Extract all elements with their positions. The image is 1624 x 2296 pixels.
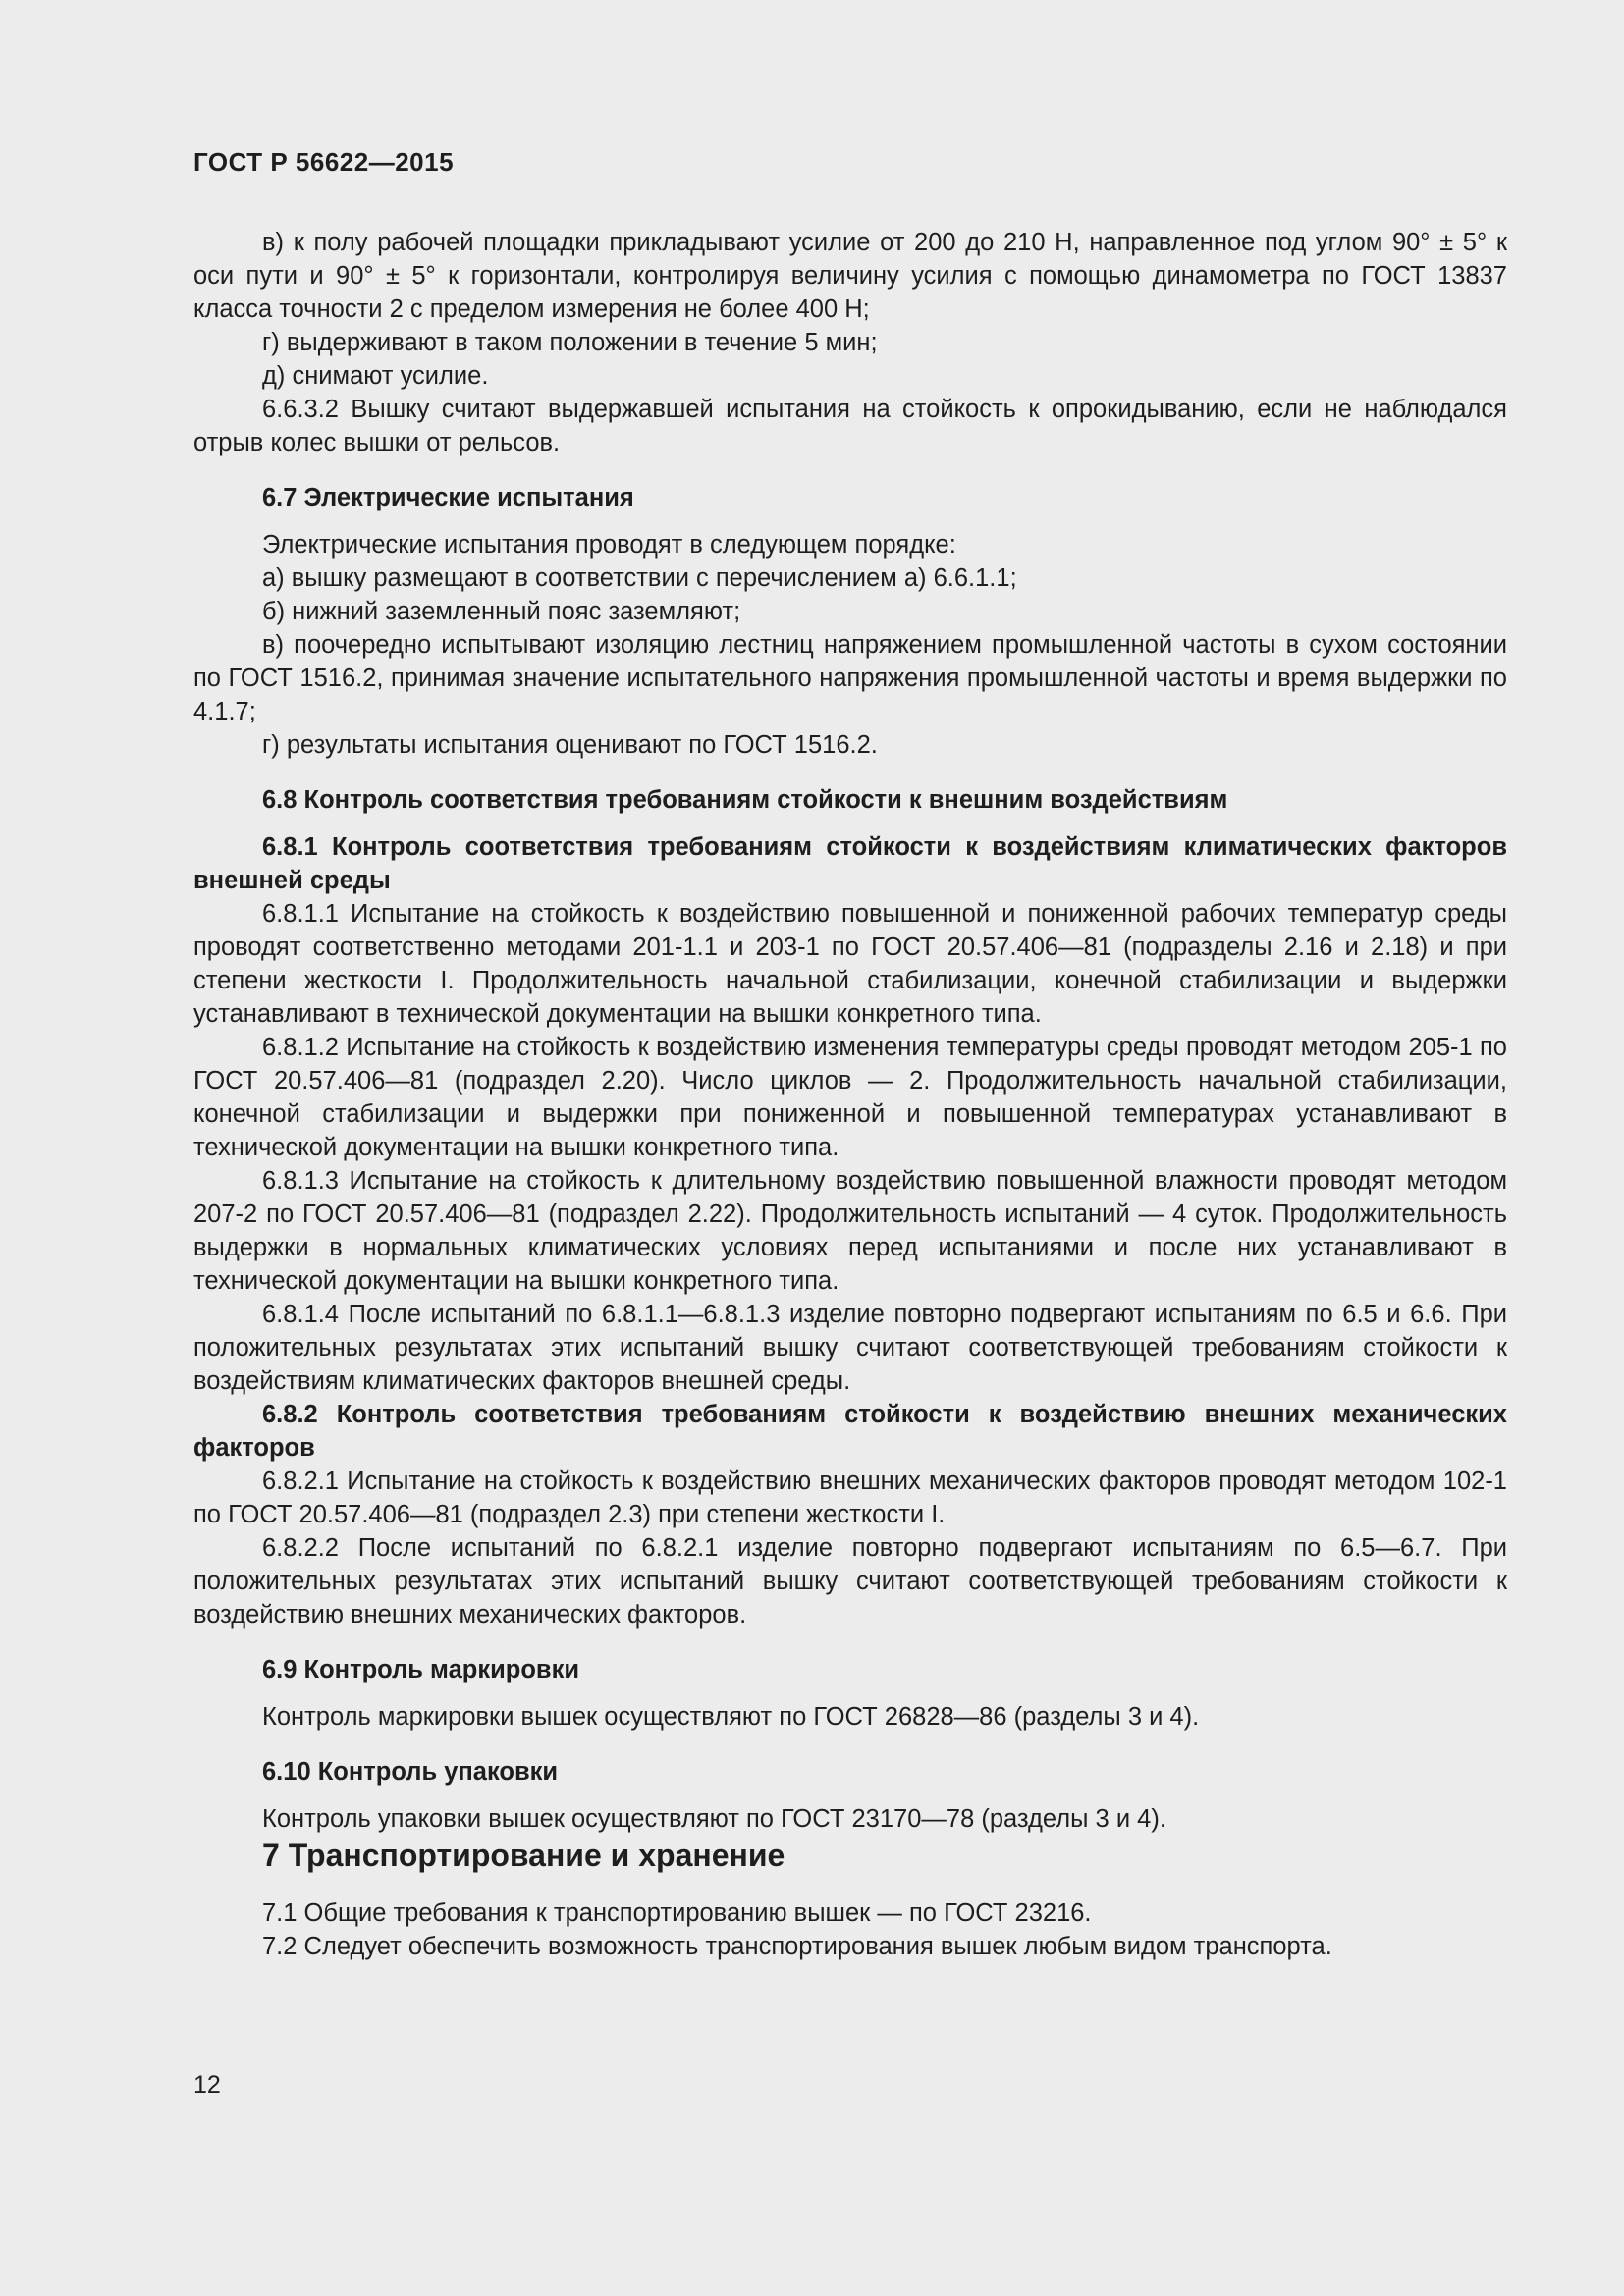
paragraph: 7.2 Следует обеспечить возможность транспортирования вышек любым видом транспорта. xyxy=(262,1933,1332,1960)
subsection-heading-6-8-1: 6.8.1 Контроль соответствия требованиям стойкости к воздействиям климатических факторов внешней среды xyxy=(193,833,1507,894)
section-heading-6-8: 6.8 Контроль соответствия требованиям стойкости к внешним воздействиям xyxy=(262,786,1228,814)
paragraph: 6.6.3.2 Вышку считают выдержавшей испытания на стойкость к опрокидыванию, если не наблюдался отрыв колес вышки от рельсов. xyxy=(193,396,1507,456)
paragraph: д) снимают усилие. xyxy=(262,362,489,390)
section-heading-6-10: 6.10 Контроль упаковки xyxy=(262,1758,559,1786)
page-number: 12 xyxy=(193,2071,221,2099)
document-header: ГОСТ Р 56622—2015 xyxy=(193,147,455,177)
paragraph: 6.8.2.2 После испытаний по 6.8.2.1 изделие повторно подвергают испытаниям по 6.5—6.7. При положительных результатах этих испытаний вышку считают соответствующей требованиям стойкости к воздействию внешних механических факторов. xyxy=(193,1534,1507,1629)
paragraph: Контроль упаковки вышек осуществляют по ГОСТ 23170—78 (разделы 3 и 4). xyxy=(262,1805,1166,1833)
paragraph: б) нижний заземленный пояс заземляют; xyxy=(262,598,741,625)
section-heading-6-7: 6.7 Электрические испытания xyxy=(262,484,634,511)
paragraph: Контроль маркировки вышек осуществляют по ГОСТ 26828—86 (разделы 3 и 4). xyxy=(262,1703,1200,1731)
paragraph: 7.1 Общие требования к транспортированию вышек — по ГОСТ 23216. xyxy=(262,1899,1092,1927)
paragraph: 6.8.1.3 Испытание на стойкость к длительному воздействию повышенной влажности проводят методом 207-2 по ГОСТ 20.57.406—81 (подраздел 2.22). Продолжительность испытаний — 4 суток. Продолжительность выдержки в нормальных климатических условиях перед испытаниями и после них устанавливают в технической документации на вышки конкретного типа. xyxy=(193,1167,1507,1295)
paragraph: 6.8.2.1 Испытание на стойкость к воздействию внешних механических факторов проводят методом 102-1 по ГОСТ 20.57.406—81 (подраздел 2.3) при степени жесткости I. xyxy=(193,1468,1507,1528)
paragraph: в) поочередно испытывают изоляцию лестниц напряжением промышленной частоты в сухом состоянии по ГОСТ 1516.2, принимая значение испытательного напряжения промышленной частоты и время выдержки по 4.1.7; xyxy=(193,631,1507,725)
subsection-heading-6-8-2: 6.8.2 Контроль соответствия требованиям стойкости к воздействию внешних механических факторов xyxy=(193,1401,1507,1462)
paragraph: а) вышку размещают в соответствии с перечислением а) 6.6.1.1; xyxy=(262,564,1017,592)
paragraph: 6.8.1.2 Испытание на стойкость к воздействию изменения температуры среды проводят методом 205-1 по ГОСТ 20.57.406—81 (подраздел 2.20). Число циклов — 2. Продолжительность начальной стабилизации, конечной стабилизации и выдержки при пониженной и повышенной температурах устанавливают в технической документации на вышки конкретного типа. xyxy=(193,1034,1507,1161)
paragraph: 6.8.1.1 Испытание на стойкость к воздействию повышенной и пониженной рабочих температур среды проводят соответственно методами 201-1.1 и 203-1 по ГОСТ 20.57.406—81 (подразделы 2.16 и 2.18) и при степени жесткости I. Продолжительность начальной стабилизации, конечной стабилизации и выдержки устанавливают в технической документации на вышки конкретного типа. xyxy=(193,900,1507,1028)
paragraph: в) к полу рабочей площадки прикладывают усилие от 200 до 210 Н, направленное под углом 90° ± 5° к оси пути и 90° ± 5° к горизонтали, контролируя величину усилия с помощью динамометра по ГОСТ 13837 класса точности 2 с пределом измерения не более 400 Н; xyxy=(193,229,1507,323)
paragraph: г) выдерживают в таком положении в течение 5 мин; xyxy=(262,329,878,356)
section-heading-6-9: 6.9 Контроль маркировки xyxy=(262,1656,580,1683)
paragraph: 6.8.1.4 После испытаний по 6.8.1.1—6.8.1.3 изделие повторно подвергают испытаниям по 6.5 и 6.6. При положительных результатах этих испытаний вышку считают соответствующей требованиям стойкости к воздействиям климатических факторов внешней среды. xyxy=(193,1301,1507,1395)
paragraph: г) результаты испытания оценивают по ГОСТ 1516.2. xyxy=(262,731,878,759)
chapter-heading-7: 7 Транспортирование и хранение xyxy=(262,1838,785,1873)
paragraph: Электрические испытания проводят в следующем порядке: xyxy=(262,531,956,559)
document-body xyxy=(193,226,1507,1963)
